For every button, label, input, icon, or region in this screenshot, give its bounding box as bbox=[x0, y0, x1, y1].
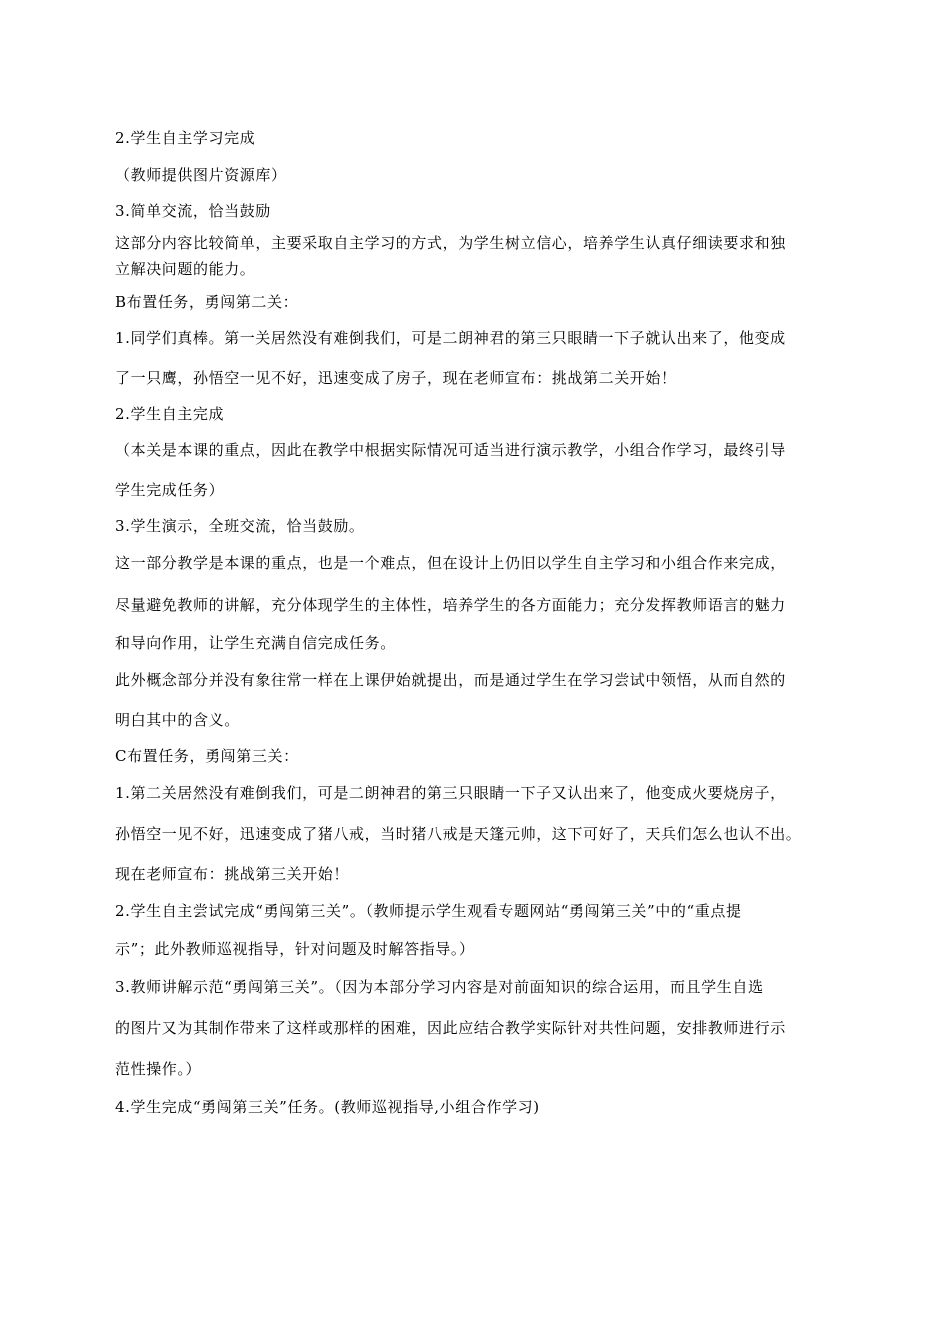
text-line: 1.同学们真棒。第一关居然没有难倒我们，可是二朗神君的第三只眼睛一下子就认出来了，他变成 bbox=[115, 329, 786, 347]
text-line: 此外概念部分并没有象往常一样在上课伊始就提出，而是通过学生在学习尝试中领悟，从而自然的 bbox=[115, 671, 786, 689]
text-line: （教师提供图片资源库） bbox=[115, 166, 287, 184]
text-line: 立解决问题的能力。 bbox=[115, 260, 256, 278]
text-line: 的图片又为其制作带来了这样或那样的困难，因此应结合教学实际针对共性问题，安排教师进行示 bbox=[115, 1019, 786, 1037]
text-line: 1.第二关居然没有难倒我们，可是二朗神君的第三只眼睛一下子又认出来了，他变成火要烧房子， bbox=[115, 784, 786, 802]
section-heading: C布置任务，勇闯第三关： bbox=[115, 747, 299, 765]
text-line: 和导向作用，让学生充满自信完成任务。 bbox=[115, 634, 396, 652]
text-line: 明白其中的含义。 bbox=[115, 711, 240, 729]
text-line: 范性操作。） bbox=[115, 1060, 202, 1078]
text-line: 这一部分教学是本课的重点，也是一个难点，但在设计上仍旧以学生自主学习和小组合作来完成， bbox=[115, 554, 786, 572]
text-line: 2.学生自主学习完成 bbox=[115, 129, 256, 147]
text-line: 3.教师讲解示范“勇闯第三关”。（因为本部分学习内容是对前面知识的综合运用，而且学生自选 bbox=[115, 978, 764, 996]
text-line: 3.学生演示，全班交流，恰当鼓励。 bbox=[115, 517, 365, 535]
text-line: 学生完成任务） bbox=[115, 481, 225, 499]
text-line: 这部分内容比较简单，主要采取自主学习的方式，为学生树立信心，培养学生认真仔细读要求和独 bbox=[115, 234, 786, 252]
text-line: 4.学生完成“勇闯第三关”任务。(教师巡视指导,小组合作学习) bbox=[115, 1098, 540, 1116]
text-line: 2.学生自主尝试完成“勇闯第三关”。（教师提示学生观看专题网站“勇闯第三关”中的“重点提 bbox=[115, 902, 742, 920]
text-line: 现在老师宣布：挑战第三关开始！ bbox=[115, 865, 350, 883]
text-line: 2.学生自主完成 bbox=[115, 405, 225, 423]
text-line: 了一只鹰，孙悟空一见不好，迅速变成了房子，现在老师宣布：挑战第二关开始！ bbox=[115, 369, 677, 387]
text-line: 3.简单交流，恰当鼓励 bbox=[115, 202, 271, 220]
text-line: 尽量避免教师的讲解，充分体现学生的主体性，培养学生的各方面能力；充分发挥教师语言的魅力 bbox=[115, 596, 786, 614]
text-line: （本关是本课的重点，因此在教学中根据实际情况可适当进行演示教学，小组合作学习，最终引导 bbox=[115, 441, 786, 459]
text-line: 示”；此外教师巡视指导，针对问题及时解答指导。） bbox=[115, 940, 475, 958]
text-line: 孙悟空一见不好，迅速变成了猪八戒，当时猪八戒是天篷元帅，这下可好了，天兵们怎么也认不出。 bbox=[115, 825, 802, 843]
section-heading: B布置任务，勇闯第二关： bbox=[115, 293, 299, 311]
